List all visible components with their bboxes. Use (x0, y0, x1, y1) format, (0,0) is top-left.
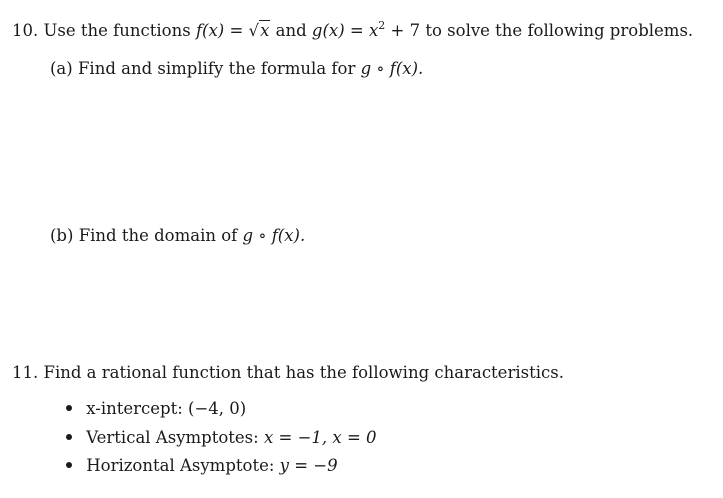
characteristic-label: Vertical Asymptotes: (86, 428, 259, 447)
part-text: Find and simplify the formula for (77, 59, 356, 78)
g-definition-lhs: g(x) = (311, 21, 364, 40)
sqrt-symbol: √ (248, 21, 260, 40)
bullet-icon (66, 462, 72, 468)
characteristic-value: y = −9 (279, 456, 338, 475)
characteristic-label: x-intercept: (86, 399, 183, 418)
g-exponent: 2 (378, 19, 386, 32)
characteristic-value: x = −1, x = 0 (263, 428, 377, 447)
question-text-end: to solve the following problems. (425, 21, 694, 40)
part-b (50, 226, 305, 246)
characteristic-value: (−4, 0) (188, 399, 247, 418)
question-number: 11. (12, 363, 39, 382)
characteristic-item (66, 456, 338, 476)
part-a (50, 59, 423, 79)
question-number: 10. (12, 21, 39, 40)
bullet-icon (66, 434, 72, 440)
g-constant: + 7 (390, 21, 421, 40)
characteristic-item (66, 399, 246, 419)
conjunction: and (275, 21, 307, 40)
characteristic-item (66, 428, 377, 448)
part-text: Find the domain of (78, 226, 238, 245)
composition-expression: g ∘ f(x). (242, 226, 306, 245)
sqrt-argument: x (260, 21, 270, 40)
part-label: (a) (50, 59, 73, 78)
bullet-icon (66, 405, 72, 411)
composition-expression: g ∘ f(x). (360, 59, 424, 78)
f-definition-lhs: f(x) = (195, 21, 244, 40)
question-text: Use the functions (43, 21, 191, 40)
g-base: x (368, 21, 379, 40)
part-label: (b) (50, 226, 74, 245)
question-11-prompt (12, 363, 564, 383)
question-10-prompt (12, 21, 693, 41)
characteristic-label: Horizontal Asymptote: (86, 456, 275, 475)
sqrt-expression (249, 21, 271, 41)
question-text: Find a rational function that has the following characteristics. (43, 363, 564, 382)
